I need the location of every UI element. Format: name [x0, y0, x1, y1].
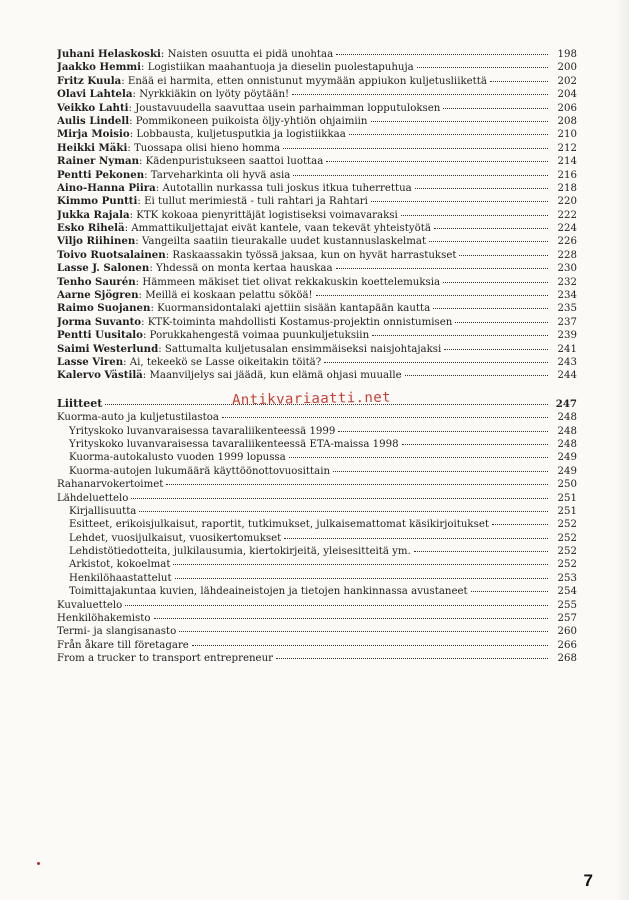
entry-text	[57, 316, 452, 328]
toc-entry	[57, 261, 577, 274]
dot-leader	[125, 598, 548, 606]
entry-text: Toimittajakuntaa kuvien, lähdeaineistojen ja tietojen hankinnassa avustaneet	[69, 586, 468, 598]
person-name: Rainer Nyman	[57, 155, 139, 168]
toc-entry	[57, 87, 577, 100]
toc-entry	[57, 74, 577, 87]
dot-leader	[429, 234, 548, 242]
page-ref: 248	[557, 425, 577, 437]
entry-text: Yrityskoko luvanvaraisessa tavaraliikenteessä 1999	[69, 425, 336, 437]
dot-leader	[284, 531, 548, 539]
toc-entry	[57, 450, 577, 463]
article-title: Nyrkkiäkin on lyöty pöytään!	[139, 89, 290, 101]
dot-leader	[324, 355, 548, 363]
page-ref: 254	[557, 586, 577, 598]
toc-entry	[57, 127, 577, 140]
name-separator: :	[121, 75, 128, 87]
dot-leader	[292, 87, 548, 95]
toc-entry	[57, 368, 577, 381]
entry-text	[57, 343, 441, 355]
toc-entry	[57, 328, 577, 341]
entry-text	[57, 102, 440, 114]
toc-entry	[57, 275, 577, 288]
person-name: Esko Rihelä	[57, 222, 125, 235]
toc-entry	[57, 410, 577, 423]
entry-text: Lehdistötiedotteita, julkilausumia, kiertokirjeitä, yleisesitteitä ym.	[69, 546, 411, 558]
name-separator: :	[129, 129, 137, 141]
article-title: Ei tullut merimiestä - tuli rahtari ja Rahtari	[144, 196, 368, 208]
page-ref: 237	[557, 316, 577, 328]
person-name: Aino-Hanna Piira	[57, 181, 156, 194]
page-ref: 220	[557, 196, 577, 208]
article-title: Enää ei harmita, etten onnistunut myymään appiukon kuljetusliikettä	[127, 75, 487, 87]
watermark: Antikvariaatti.net	[231, 389, 392, 409]
article-title: Tuossapa olisi hieno homma	[134, 142, 281, 154]
dot-leader	[444, 342, 548, 350]
dot-leader	[372, 328, 548, 336]
toc-entry	[57, 114, 577, 127]
article-title: Meillä ei koskaan pelattu sököä!	[145, 290, 313, 302]
entry-text: Liitteet	[57, 396, 103, 410]
article-title: KTK-toiminta mahdollisti Kostamus-projektin onnistumisen	[147, 316, 453, 328]
toc-entry	[57, 477, 577, 490]
name-separator: :	[135, 276, 143, 288]
dot-leader	[338, 424, 548, 432]
name-separator: :	[127, 142, 134, 154]
dot-leader	[326, 154, 548, 162]
entry-text	[57, 235, 426, 247]
dot-leader	[459, 248, 548, 256]
toc-entry	[57, 154, 577, 167]
name-separator: :	[123, 356, 130, 368]
table-of-contents	[57, 47, 577, 665]
page-ref: 250	[557, 479, 577, 491]
entry-text	[57, 289, 313, 301]
entry-text	[57, 48, 333, 60]
page-ref: 260	[557, 626, 577, 638]
entry-text: Lehdet, vuosijulkaisut, vuosikertomukset	[69, 532, 282, 544]
dot-leader	[179, 624, 548, 632]
dot-leader	[166, 477, 548, 485]
article-title: Pommikoneen puikoista öljy-yhtiön ohjaimiin	[135, 115, 368, 127]
person-name: Kimmo Puntti	[57, 195, 138, 208]
page-ref: 268	[557, 653, 577, 665]
dot-leader	[222, 410, 548, 418]
dot-leader	[349, 127, 548, 135]
toc-entry	[57, 544, 577, 557]
article-title: Maanviljelys sai jäädä, kun elämä ohjasi muualle	[149, 370, 402, 382]
name-separator: :	[141, 316, 148, 328]
toc-entry	[57, 208, 577, 221]
page-ref: 218	[557, 182, 577, 194]
article-title: Naisten osuutta ei pidä unohtaa	[167, 49, 334, 60]
page-ref: 247	[555, 397, 577, 410]
toc-entry	[57, 60, 577, 73]
toc-entry	[57, 611, 577, 624]
name-separator: :	[141, 62, 148, 74]
page-ref: 251	[557, 505, 577, 517]
person-name: Tenho Saurén	[57, 275, 136, 288]
page-ref: 239	[557, 330, 577, 342]
entry-text	[57, 209, 398, 221]
page-ref: 214	[557, 156, 577, 168]
appendix-list	[57, 397, 577, 665]
person-name: Toivo Ruotsalainen	[57, 248, 166, 261]
entry-text	[57, 195, 368, 207]
entry-text	[57, 249, 456, 261]
page-ref: 216	[557, 169, 577, 181]
page-ref: 248	[557, 412, 577, 424]
page-ref: 251	[557, 492, 577, 504]
toc-entry	[57, 234, 577, 247]
person-name: Raimo Suojanen	[57, 302, 151, 315]
page-ref: 253	[557, 572, 577, 584]
toc-entry	[57, 437, 577, 450]
toc-entry	[57, 504, 577, 517]
page-ref: 202	[557, 75, 577, 87]
people-list	[57, 47, 577, 382]
page-ref: 200	[557, 62, 577, 74]
person-name: Juhani Helaskoski	[57, 48, 161, 60]
article-title: Sattumalta kuljetusalan ensimmäiseksi naisjohtajaksi	[164, 343, 442, 355]
dot-leader	[492, 517, 548, 525]
page-ref: 204	[557, 89, 577, 101]
dot-leader	[336, 261, 548, 269]
person-name: Viljo Riihinen	[57, 235, 136, 248]
dot-leader	[333, 464, 548, 472]
dot-leader	[455, 315, 548, 323]
person-name: Saimi Westerlund	[57, 342, 159, 355]
entry-text: Termi- ja slangisanasto	[57, 626, 177, 638]
page-ref: 244	[557, 370, 577, 382]
article-title: Tarveharkinta oli hyvä asia	[150, 169, 291, 181]
person-name: Veikko Lahti	[57, 101, 129, 114]
toc-entry	[57, 288, 577, 301]
article-title: Kädenpuristukseen saattoi luottaa	[145, 156, 324, 168]
dot-leader	[293, 168, 548, 176]
dot-leader	[433, 301, 548, 309]
entry-text: Rahanarvokertoimet	[57, 479, 164, 491]
person-name: Fritz Kuula	[57, 74, 122, 87]
dot-leader	[417, 60, 548, 68]
person-name: Aarne Sjögren	[57, 289, 139, 302]
entry-text: Esitteet, erikoisjulkaisut, raportit, tutkimukset, julkaisemattomat käsikirjoitukset	[69, 519, 489, 531]
toc-entry	[57, 141, 577, 154]
page-ref: 266	[557, 639, 577, 651]
article-title: Autotallin nurkassa tuli joskus itkua tuherrettua	[162, 182, 412, 194]
toc-entry	[57, 47, 577, 60]
entry-text: Lähdeluettelo	[57, 492, 129, 504]
person-name: Lasse J. Salonen	[57, 262, 150, 275]
name-separator: :	[138, 290, 146, 302]
toc-entry	[57, 315, 577, 328]
page-ref: 235	[557, 303, 577, 315]
dot-leader	[471, 584, 548, 592]
page-ref: 252	[557, 519, 577, 531]
dot-leader	[131, 491, 548, 499]
dot-leader	[371, 114, 549, 122]
entry-text	[57, 329, 369, 341]
person-name: Pentti Uusitalo	[57, 329, 143, 342]
dot-leader	[414, 544, 548, 552]
person-name: Jaakko Hemmi	[57, 61, 142, 74]
name-separator: :	[160, 49, 168, 60]
entry-text	[57, 128, 346, 140]
person-name: Heikki Mäki	[57, 141, 128, 154]
entry-text: Yrityskoko luvanvaraisessa tavaraliikenteessä ETA-maissa 1998	[69, 438, 399, 450]
page-ref: 226	[557, 236, 577, 248]
name-separator: :	[132, 89, 140, 101]
entry-text	[57, 182, 412, 194]
entry-text: Henkilöhakemisto	[57, 613, 151, 625]
entry-text	[57, 222, 431, 234]
print-speck	[37, 862, 40, 865]
page-ref: 234	[557, 290, 577, 302]
toc-entry	[57, 651, 577, 664]
name-separator: :	[142, 330, 150, 342]
toc-entry	[57, 301, 577, 314]
dot-leader	[371, 194, 548, 202]
toc-entry	[57, 181, 577, 194]
page-ref: 249	[557, 452, 577, 464]
dot-leader	[401, 208, 548, 216]
toc-entry	[57, 584, 577, 597]
page-ref: 243	[557, 356, 577, 368]
name-separator: :	[129, 115, 136, 127]
page-ref: 252	[557, 532, 577, 544]
name-separator: :	[165, 249, 173, 261]
toc-entry	[57, 557, 577, 570]
dot-leader	[289, 450, 548, 458]
toc-entry	[57, 638, 577, 651]
page-ref: 232	[557, 276, 577, 288]
person-name: Pentti Pekonen	[57, 168, 145, 181]
entry-text	[57, 302, 430, 314]
dot-leader	[192, 638, 548, 646]
article-title: Raskaassakin työssä jaksaa, kun on hyvät harrastukset	[172, 249, 457, 261]
toc-entry	[57, 168, 577, 181]
toc-entry	[57, 342, 577, 355]
person-name: Mirja Moisio	[57, 128, 130, 141]
dot-leader	[316, 288, 548, 296]
page-ref: 210	[557, 129, 577, 141]
name-separator: :	[124, 223, 132, 235]
entry-text: Kuorma-autojen lukumäärä käyttöönottovuosittain	[69, 465, 331, 477]
toc-entry	[57, 464, 577, 477]
entry-text: Kuorma-autokalusto vuoden 1999 lopussa	[69, 452, 286, 464]
dot-leader	[276, 651, 548, 659]
article-title: Logistiikan maahantuoja ja dieselin puolestapuhuja	[147, 62, 414, 74]
article-title: Lobbausta, kuljetusputkia ja logistiikkaa	[136, 129, 346, 141]
person-name: Aulis Lindell	[57, 114, 130, 127]
article-title: Kuormansidontalaki ajettiin sisään kantapään kautta	[157, 303, 431, 315]
dot-leader	[443, 101, 548, 109]
name-separator: :	[139, 156, 146, 168]
toc-entry	[57, 517, 577, 530]
entry-text	[57, 262, 333, 274]
article-title: Hämmeen mäkiset tiet olivat rekkakuskin koettelemuksia	[142, 276, 441, 288]
page-ref: 208	[557, 115, 577, 127]
person-name: Jukka Rajala	[57, 208, 130, 221]
page-ref: 228	[557, 249, 577, 261]
toc-entry	[57, 221, 577, 234]
toc-entry	[57, 101, 577, 114]
name-separator: :	[144, 169, 151, 181]
dot-leader	[173, 557, 548, 565]
entry-text	[57, 169, 290, 181]
dot-leader	[434, 221, 548, 229]
dot-leader	[405, 368, 548, 376]
dot-leader	[443, 275, 548, 283]
page-ref: 252	[557, 546, 577, 558]
page-ref: 222	[557, 209, 577, 221]
article-title: Vangeilta saatiin tieurakalle uudet kustannuslaskelmat	[141, 236, 427, 248]
article-title: Ammattikuljettajat eivät kantele, vaan tekevät yhteistyötä	[131, 223, 431, 235]
entry-text: Från åkare till företagare	[57, 639, 189, 651]
toc-entry	[57, 194, 577, 207]
entry-text	[57, 61, 414, 73]
toc-entry	[57, 491, 577, 504]
page-ref: 241	[557, 343, 577, 355]
entry-text	[57, 75, 487, 87]
person-name: Jorma Suvanto	[57, 315, 142, 328]
name-separator: :	[142, 370, 150, 382]
name-separator: :	[128, 102, 136, 114]
name-separator: :	[137, 196, 145, 208]
entry-text	[57, 369, 402, 381]
entry-text: Kirjallisuutta	[69, 505, 137, 517]
page-ref: 212	[557, 142, 577, 154]
entry-text: From a trucker to transport entrepreneur	[57, 653, 273, 665]
toc-entry	[57, 531, 577, 544]
entry-text	[57, 115, 368, 127]
page-ref: 248	[557, 438, 577, 450]
name-separator: :	[150, 303, 158, 315]
page-ref: 249	[557, 465, 577, 477]
article-title: Yhdessä on monta kertaa hauskaa	[155, 263, 333, 275]
article-title: Joustavuudella saavuttaa usein parhaimman lopputuloksen	[135, 102, 441, 114]
page-ref: 252	[557, 559, 577, 571]
entry-text	[57, 88, 289, 100]
dot-leader	[490, 74, 548, 82]
name-separator: :	[158, 343, 165, 355]
entry-text	[57, 155, 323, 167]
article-title: KTK kokoaa pienyrittäjät logistiseksi voimavaraksi	[136, 209, 398, 221]
entry-text: Kuvaluettelo	[57, 599, 123, 611]
dot-leader	[175, 571, 548, 579]
entry-text	[57, 356, 321, 368]
dot-leader	[139, 504, 548, 512]
person-name: Kalervo Västilä	[57, 369, 143, 382]
entry-text	[57, 142, 280, 154]
page-ref: 224	[557, 223, 577, 235]
page-number: 7	[583, 871, 593, 890]
article-title: Porukkahengestä voimaa puunkuljetuksiin	[149, 330, 370, 342]
person-name: Olavi Lahtela	[57, 88, 133, 101]
page-ref: 230	[557, 263, 577, 275]
dot-leader	[154, 611, 548, 619]
entry-text: Arkistot, kokoelmat	[69, 559, 171, 571]
toc-entry	[57, 598, 577, 611]
name-separator: :	[155, 182, 163, 194]
dot-leader	[336, 47, 548, 55]
toc-entry	[57, 424, 577, 437]
dot-leader	[415, 181, 548, 189]
person-name: Lasse Viren	[57, 355, 124, 368]
page-ref: 198	[557, 49, 577, 60]
page-ref: 257	[557, 613, 577, 625]
name-separator: :	[129, 209, 137, 221]
entry-text	[57, 276, 440, 288]
name-separator: :	[135, 236, 142, 248]
entry-text: Henkilöhaastattelut	[69, 572, 172, 584]
toc-entry	[57, 624, 577, 637]
dot-leader	[283, 141, 548, 149]
article-title: Ai, tekeekö se Lasse oikeitakin töitä?	[129, 356, 322, 368]
entry-text: Kuorma-auto ja kuljetustilastoa	[57, 412, 219, 424]
toc-entry	[57, 571, 577, 584]
page-ref: 255	[557, 599, 577, 611]
name-separator: :	[149, 263, 156, 275]
dot-leader	[402, 437, 548, 445]
toc-entry	[57, 355, 577, 368]
page-gutter-shadow	[615, 0, 629, 900]
page-ref: 206	[557, 102, 577, 114]
toc-entry	[57, 248, 577, 261]
